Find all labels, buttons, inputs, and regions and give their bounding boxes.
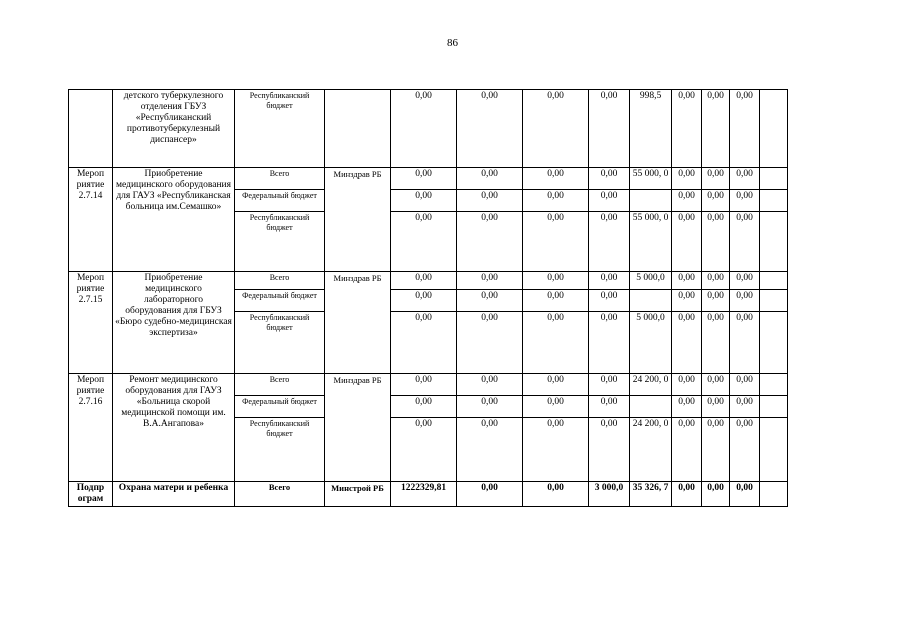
value-cell: 0,00 bbox=[730, 312, 760, 374]
value-cell: 0,00 bbox=[672, 374, 702, 396]
value-cell: 0,00 bbox=[391, 212, 457, 272]
executor-cell: Минздрав РБ bbox=[325, 374, 391, 482]
value-cell: 0,00 bbox=[672, 272, 702, 290]
value-cell: 0,00 bbox=[457, 212, 523, 272]
value-cell: 0,00 bbox=[730, 396, 760, 418]
measure-name-cell: Приобретение медицинского лабораторного оборудования для ГБУЗ «Бюро судебно-медицинская экспертиза» bbox=[113, 272, 235, 374]
value-cell: 0,00 bbox=[523, 90, 589, 168]
value-cell: 0,00 bbox=[391, 312, 457, 374]
measure-code-cell: Мероп риятие 2.7.14 bbox=[69, 168, 113, 272]
value-cell: 0,00 bbox=[672, 396, 702, 418]
value-cell: 0,00 bbox=[457, 90, 523, 168]
value-cell: 0,00 bbox=[391, 272, 457, 290]
value-cell: 3 000,0 bbox=[589, 482, 630, 507]
value-cell: 35 326, 7 bbox=[630, 482, 672, 507]
value-cell: 0,00 bbox=[672, 190, 702, 212]
value-cell: 0,00 bbox=[730, 212, 760, 272]
value-cell: 0,00 bbox=[702, 482, 730, 507]
value-cell: 0,00 bbox=[523, 374, 589, 396]
value-cell: 0,00 bbox=[730, 374, 760, 396]
value-cell: 0,00 bbox=[391, 396, 457, 418]
value-cell: 0,00 bbox=[702, 168, 730, 190]
value-cell: 55 000, 0 bbox=[630, 168, 672, 190]
value-cell: 0,00 bbox=[457, 374, 523, 396]
table-row bbox=[69, 90, 788, 168]
value-cell bbox=[760, 482, 788, 507]
value-cell: 0,00 bbox=[523, 272, 589, 290]
measure-name-cell: Ремонт медицинского оборудования для ГАУЗ «Больница скорой медицинской помощи им. В.А.Ангапова» bbox=[113, 374, 235, 482]
source-cell: Всего bbox=[235, 374, 325, 396]
source-cell: Всего bbox=[235, 272, 325, 290]
value-cell: 0,00 bbox=[702, 272, 730, 290]
value-cell bbox=[760, 396, 788, 418]
value-cell: 0,00 bbox=[589, 312, 630, 374]
table-row bbox=[69, 374, 788, 396]
value-cell: 0,00 bbox=[391, 168, 457, 190]
value-cell: 0,00 bbox=[523, 396, 589, 418]
value-cell: 0,00 bbox=[730, 482, 760, 507]
value-cell: 998,5 bbox=[630, 90, 672, 168]
value-cell bbox=[760, 312, 788, 374]
value-cell: 0,00 bbox=[457, 396, 523, 418]
value-cell bbox=[760, 212, 788, 272]
value-cell: 0,00 bbox=[457, 290, 523, 312]
value-cell: 0,00 bbox=[523, 290, 589, 312]
source-cell: Всего bbox=[235, 168, 325, 190]
value-cell bbox=[760, 374, 788, 396]
code-cell bbox=[69, 90, 113, 168]
value-cell: 0,00 bbox=[589, 272, 630, 290]
budget-table bbox=[68, 89, 788, 507]
value-cell: 0,00 bbox=[730, 190, 760, 212]
value-cell bbox=[630, 290, 672, 312]
subprogram-row bbox=[69, 482, 788, 507]
value-cell: 0,00 bbox=[672, 290, 702, 312]
value-cell: 0,00 bbox=[589, 374, 630, 396]
value-cell bbox=[760, 168, 788, 190]
value-cell bbox=[630, 396, 672, 418]
source-cell: Всего bbox=[235, 482, 325, 507]
value-cell: 0,00 bbox=[457, 482, 523, 507]
value-cell: 0,00 bbox=[702, 374, 730, 396]
value-cell: 0,00 bbox=[702, 312, 730, 374]
source-cell: Республиканский бюджет bbox=[235, 212, 325, 272]
value-cell bbox=[760, 290, 788, 312]
value-cell: 0,00 bbox=[672, 212, 702, 272]
measure-name-cell: Приобретение медицинского оборудования для ГАУЗ «Республиканская больница им.Семашко» bbox=[113, 168, 235, 272]
value-cell: 0,00 bbox=[672, 482, 702, 507]
value-cell: 0,00 bbox=[457, 168, 523, 190]
value-cell: 0,00 bbox=[702, 290, 730, 312]
subprogram-code-cell: Подпр ограм bbox=[69, 482, 113, 507]
value-cell: 0,00 bbox=[589, 212, 630, 272]
source-cell: Федеральный бюджет bbox=[235, 396, 325, 418]
value-cell bbox=[760, 418, 788, 482]
source-cell: Республиканский бюджет bbox=[235, 312, 325, 374]
source-cell: Федеральный бюджет bbox=[235, 290, 325, 312]
value-cell: 0,00 bbox=[730, 90, 760, 168]
measure-code-cell: Мероп риятие 2.7.15 bbox=[69, 272, 113, 374]
source-cell: Республиканский бюджет bbox=[235, 90, 325, 168]
value-cell: 0,00 bbox=[589, 190, 630, 212]
value-cell bbox=[760, 90, 788, 168]
executor-cell: Минстрой РБ bbox=[325, 482, 391, 507]
value-cell: 0,00 bbox=[730, 290, 760, 312]
value-cell: 0,00 bbox=[457, 312, 523, 374]
value-cell: 0,00 bbox=[457, 418, 523, 482]
source-cell: Федеральный бюджет bbox=[235, 190, 325, 212]
value-cell: 5 000,0 bbox=[630, 312, 672, 374]
executor-cell: Минздрав РБ bbox=[325, 272, 391, 374]
value-cell: 0,00 bbox=[457, 272, 523, 290]
executor-cell bbox=[325, 90, 391, 168]
page-number: 86 bbox=[447, 37, 458, 49]
value-cell: 0,00 bbox=[523, 418, 589, 482]
value-cell: 0,00 bbox=[391, 418, 457, 482]
value-cell: 0,00 bbox=[672, 168, 702, 190]
value-cell: 0,00 bbox=[702, 212, 730, 272]
value-cell: 0,00 bbox=[523, 482, 589, 507]
value-cell: 0,00 bbox=[589, 396, 630, 418]
value-cell: 0,00 bbox=[702, 418, 730, 482]
measure-code-cell: Мероп риятие 2.7.16 bbox=[69, 374, 113, 482]
value-cell: 0,00 bbox=[730, 168, 760, 190]
value-cell bbox=[760, 190, 788, 212]
table-row bbox=[69, 168, 788, 190]
value-cell: 0,00 bbox=[391, 290, 457, 312]
value-cell: 0,00 bbox=[523, 212, 589, 272]
value-cell: 24 200, 0 bbox=[630, 418, 672, 482]
value-cell: 0,00 bbox=[702, 190, 730, 212]
value-cell: 24 200, 0 bbox=[630, 374, 672, 396]
value-cell: 1222329,81 bbox=[391, 482, 457, 507]
value-cell: 0,00 bbox=[391, 190, 457, 212]
value-cell: 0,00 bbox=[702, 90, 730, 168]
value-cell: 0,00 bbox=[589, 418, 630, 482]
value-cell: 0,00 bbox=[391, 374, 457, 396]
name-cell: детского туберкулезного отделения ГБУЗ «Республиканский противотуберкулезный диспансер» bbox=[113, 90, 235, 168]
source-cell: Республиканский бюджет bbox=[235, 418, 325, 482]
value-cell: 0,00 bbox=[589, 90, 630, 168]
value-cell: 0,00 bbox=[589, 168, 630, 190]
value-cell: 0,00 bbox=[391, 90, 457, 168]
value-cell bbox=[760, 272, 788, 290]
table-body bbox=[69, 90, 788, 507]
value-cell: 0,00 bbox=[672, 90, 702, 168]
value-cell: 5 000,0 bbox=[630, 272, 672, 290]
value-cell: 0,00 bbox=[457, 190, 523, 212]
value-cell: 0,00 bbox=[672, 312, 702, 374]
value-cell: 0,00 bbox=[730, 272, 760, 290]
subprogram-name-cell: Охрана матери и ребенка bbox=[113, 482, 235, 507]
value-cell bbox=[630, 190, 672, 212]
value-cell: 0,00 bbox=[702, 396, 730, 418]
value-cell: 55 000, 0 bbox=[630, 212, 672, 272]
executor-cell: Минздрав РБ bbox=[325, 168, 391, 272]
value-cell: 0,00 bbox=[589, 290, 630, 312]
value-cell: 0,00 bbox=[523, 190, 589, 212]
value-cell: 0,00 bbox=[523, 168, 589, 190]
value-cell: 0,00 bbox=[672, 418, 702, 482]
value-cell: 0,00 bbox=[523, 312, 589, 374]
value-cell: 0,00 bbox=[730, 418, 760, 482]
table-row bbox=[69, 272, 788, 290]
